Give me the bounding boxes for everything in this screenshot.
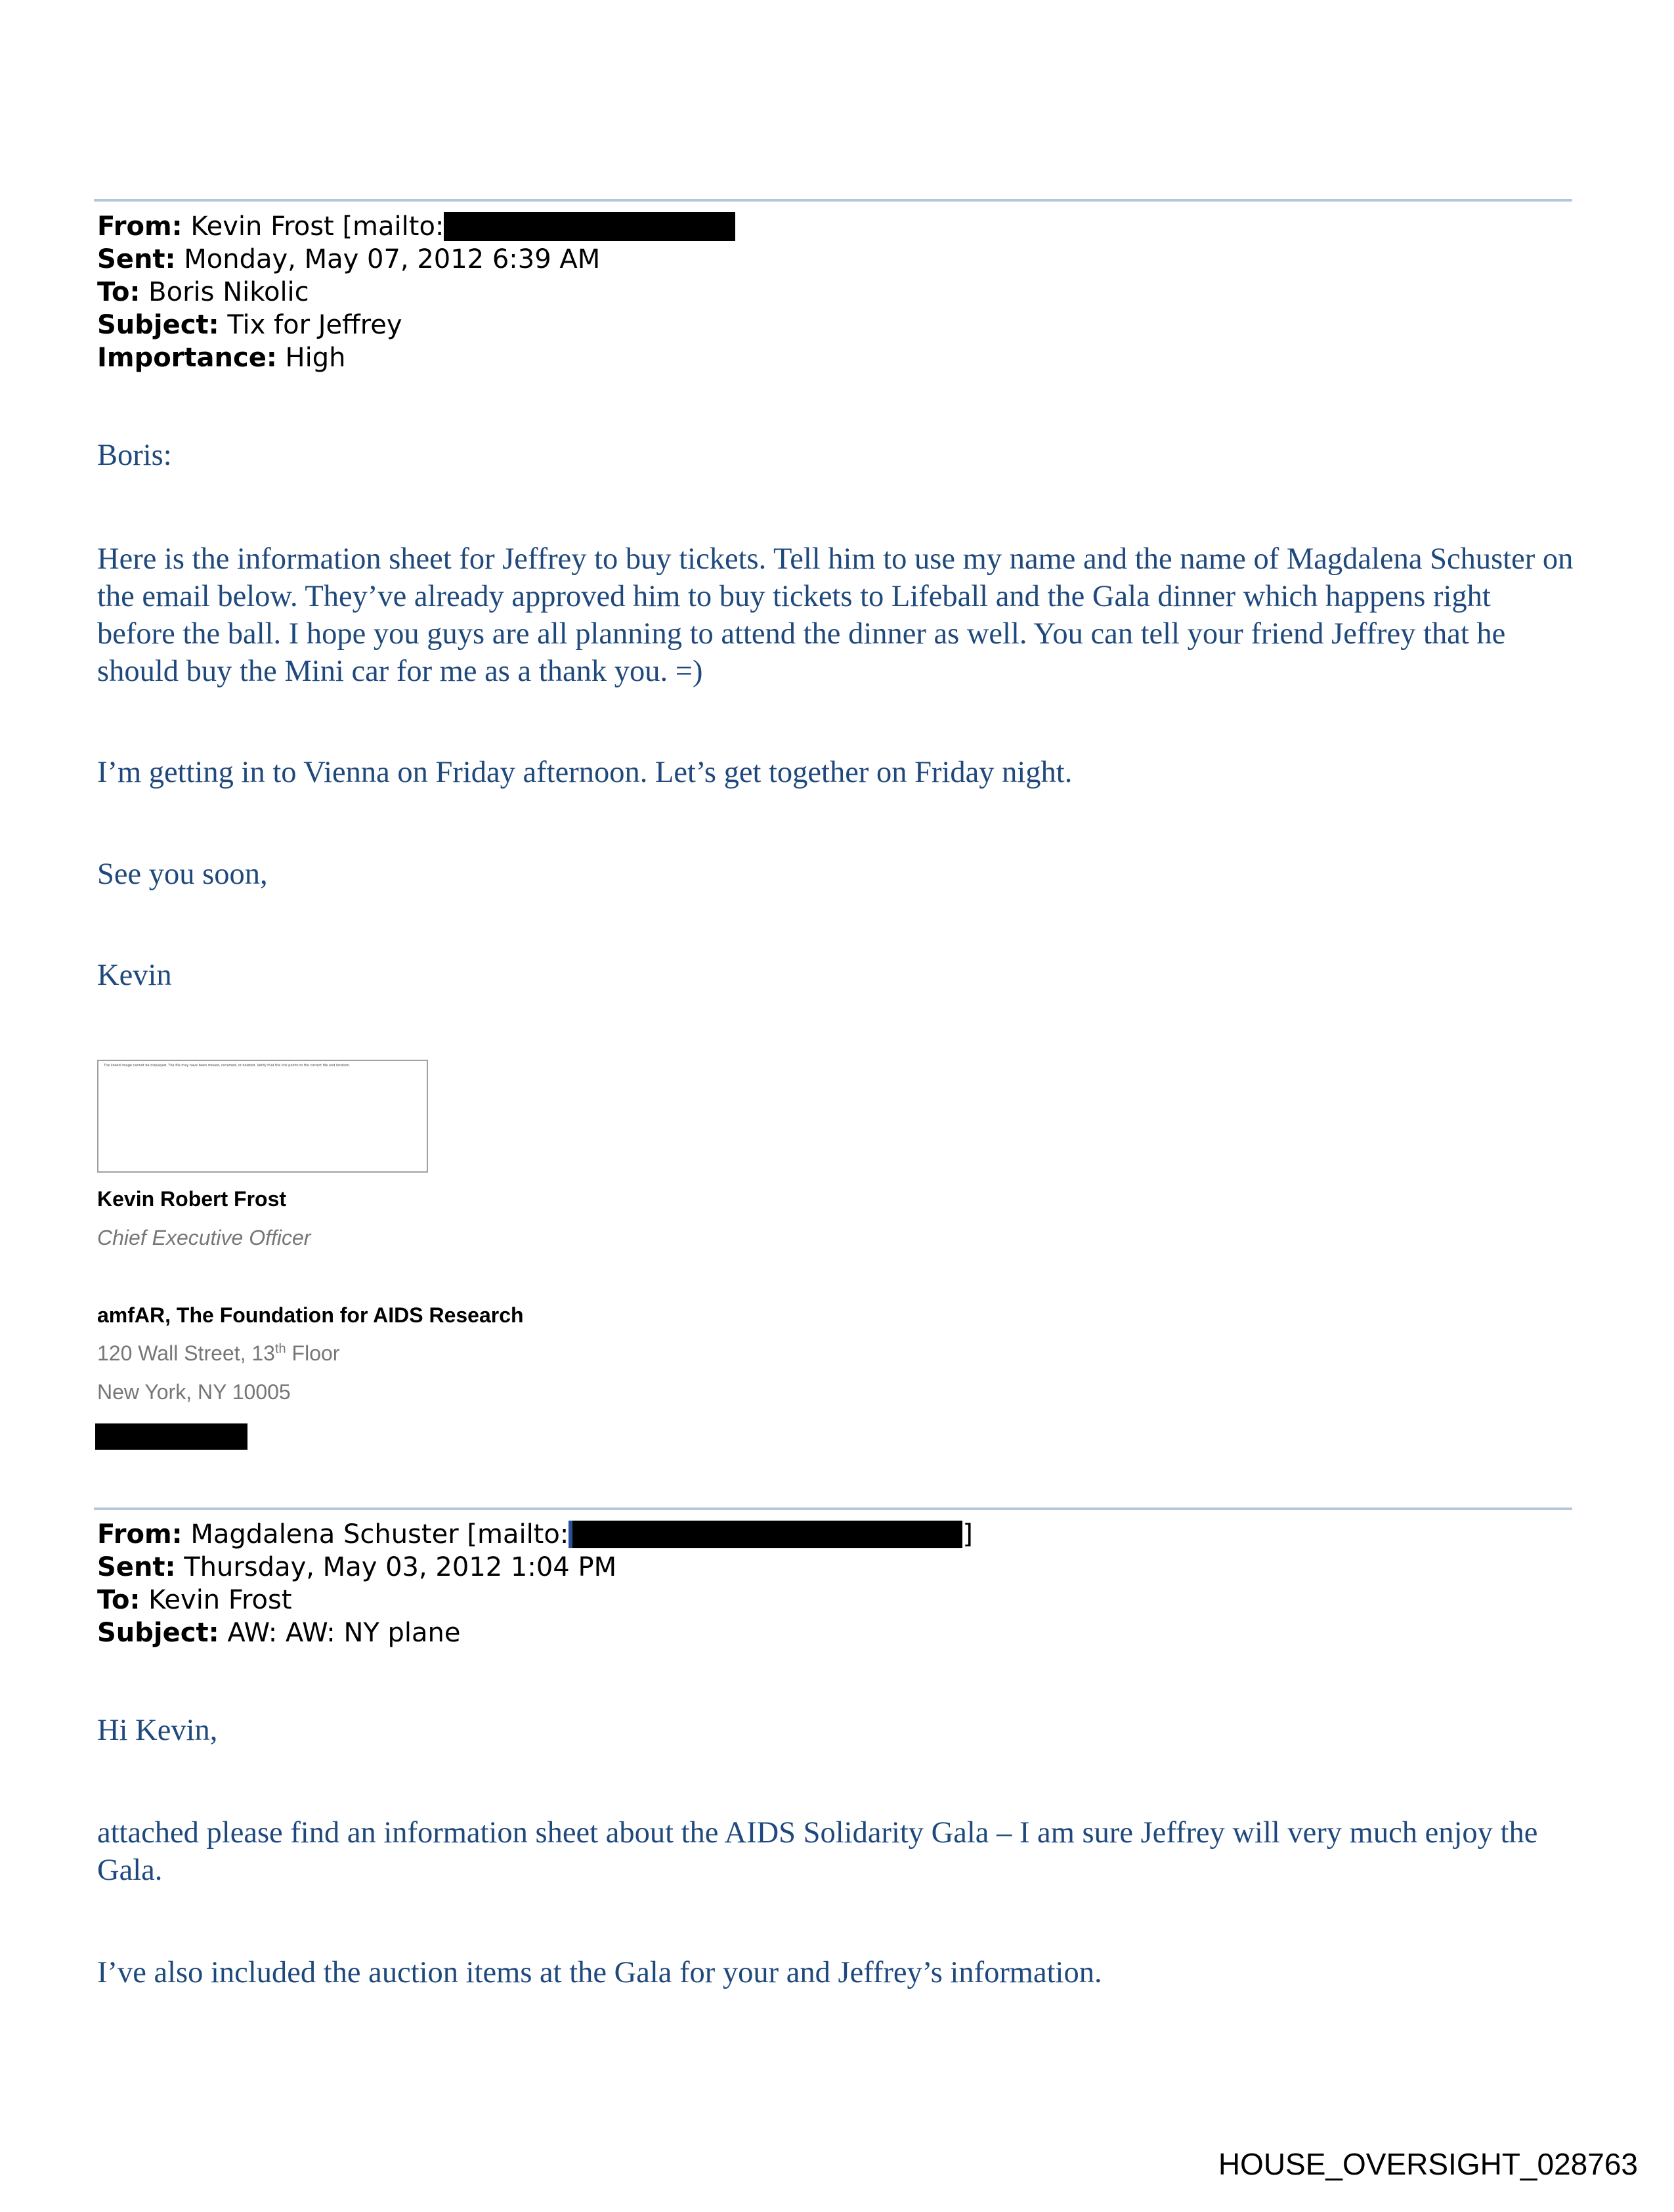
address-suffix: Floor	[286, 1341, 340, 1365]
email2-sent-line	[97, 1551, 973, 1584]
to-label: To:	[97, 1585, 140, 1615]
email1-header	[97, 210, 735, 374]
paragraph-text: I’ve also included the auction items at the Gala for your and Jeffrey’s information.	[97, 1956, 1102, 1989]
email2-header	[97, 1518, 973, 1649]
subject-label: Subject:	[97, 1618, 219, 1648]
from-label: From:	[97, 1519, 182, 1550]
email1-signoff	[97, 957, 1574, 994]
email1-paragraph-2	[97, 754, 1574, 791]
email2-from-line	[97, 1518, 973, 1551]
email1-greeting	[97, 437, 1574, 474]
from-value: Magdalena Schuster [mailto:	[190, 1519, 569, 1550]
to-label: To:	[97, 277, 140, 307]
address-superscript: th	[274, 1341, 286, 1356]
header-separator-rule	[94, 199, 1572, 202]
to-value: Boris Nikolic	[148, 277, 309, 307]
signoff-text: Kevin	[97, 959, 172, 992]
email2-subject-line	[97, 1616, 973, 1649]
sent-label: Sent:	[97, 1552, 176, 1582]
sent-value: Thursday, May 03, 2012 1:04 PM	[184, 1552, 617, 1582]
broken-image-text: The linked image cannot be displayed. The file may have been moved, renamed, or deleted. Verify that the link points to the correct file and location.	[104, 1064, 351, 1068]
closing-text: See you soon,	[97, 857, 268, 891]
header-separator-rule	[94, 1507, 1572, 1510]
signature-organization: amfAR, The Foundation for AIDS Research	[97, 1303, 524, 1327]
signature-name: Kevin Robert Frost	[97, 1187, 287, 1211]
redaction-block	[569, 1521, 962, 1548]
subject-value: Tix for Jeffrey	[227, 310, 402, 340]
paragraph-text: I’m getting in to Vienna on Friday afternoon. Let’s get together on Friday night.	[97, 756, 1073, 789]
email1-paragraph-1	[97, 540, 1574, 690]
email2-to-line	[97, 1584, 973, 1616]
from-value: Kevin Frost [mailto:	[190, 211, 444, 242]
broken-image-placeholder	[97, 1060, 428, 1173]
email2-paragraph-1	[97, 1814, 1574, 1889]
email1-importance-line	[97, 341, 735, 374]
bates-number: HOUSE_OVERSIGHT_028763	[1218, 2147, 1638, 2181]
email1-to-line	[97, 276, 735, 309]
email2-paragraph-2	[97, 1954, 1574, 1991]
email2-greeting	[97, 1712, 1574, 1749]
redaction-block	[444, 212, 735, 241]
sent-value: Monday, May 07, 2012 6:39 AM	[184, 244, 601, 274]
subject-value: AW: AW: NY plane	[227, 1618, 461, 1648]
email1-subject-line	[97, 309, 735, 341]
greeting-text: Boris:	[97, 439, 172, 472]
from-tail: ]	[962, 1519, 973, 1550]
signature-address-line-2: New York, NY 10005	[97, 1380, 291, 1404]
paragraph-text: attached please find an information sheet about the AIDS Solidarity Gala – I am sure Jeffrey will very much enjoy the Gala.	[97, 1816, 1538, 1887]
importance-value: High	[285, 343, 346, 373]
greeting-text: Hi Kevin,	[97, 1714, 218, 1747]
to-value: Kevin Frost	[148, 1585, 292, 1615]
signature-redaction-block	[95, 1423, 247, 1450]
email1-closing	[97, 856, 1574, 893]
signature-address-line-1	[97, 1340, 339, 1366]
subject-label: Subject:	[97, 310, 219, 340]
from-label: From:	[97, 211, 182, 242]
email1-sent-line	[97, 243, 735, 276]
importance-label: Importance:	[97, 343, 277, 373]
signature-title: Chief Executive Officer	[97, 1226, 311, 1249]
sent-label: Sent:	[97, 244, 176, 274]
address-prefix: 120 Wall Street, 13	[97, 1341, 275, 1365]
paragraph-text: Here is the information sheet for Jeffrey to buy tickets. Tell him to use my name and the name of Magdalena Schuster on the email below. They’ve already approved him to buy tickets to Lifeball and the Gala dinner which happens right before the ball. I hope you guys are all planning to attend the dinner as well. You can tell your friend Jeffrey that he should buy the Mini car for me as a thank you. =)	[97, 542, 1574, 688]
email1-from-line	[97, 210, 735, 243]
